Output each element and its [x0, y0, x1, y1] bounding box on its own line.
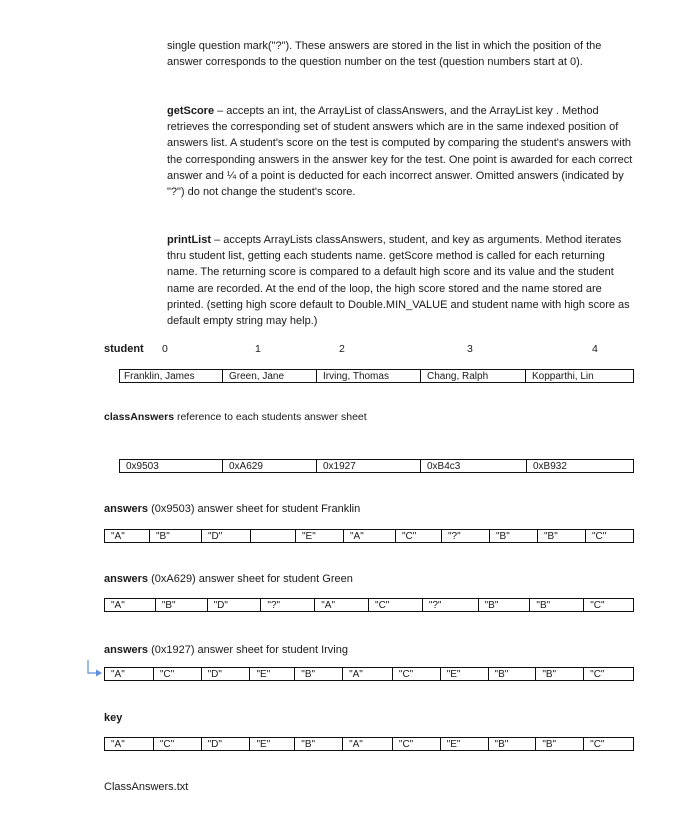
franklin-answer-row	[104, 529, 634, 543]
key-cell: "C"	[153, 738, 201, 750]
class-answers-heading	[104, 411, 367, 424]
printlist-term: printList	[167, 234, 211, 246]
key-cell: "E"	[249, 738, 294, 750]
franklin-answers-caption: (0x9503) answer sheet for student Franklin	[148, 503, 361, 515]
answer-cell: "?"	[260, 599, 314, 611]
answer-cell: "?"	[441, 530, 489, 542]
student-index-1: 1	[255, 343, 261, 355]
filename-label: ClassAnswers.txt	[104, 781, 189, 793]
student-label: student	[104, 343, 144, 355]
key-cell: "C"	[583, 738, 633, 750]
class-answers-array	[119, 459, 634, 473]
answer-cell: "D"	[201, 530, 250, 542]
answer-cell: "?"	[422, 599, 478, 611]
student-cell-0: Franklin, James	[124, 371, 195, 382]
getscore-text: – accepts an int, the ArrayList of classAnswers, and the ArrayList key . Method retrieves the corresponding set of student answers which are in the same indexed position of answers list. A student's score on the test is computed by comparing the student's answers with the corresponding answers in the answer key for the test. One point is awarded for each correct answer and ¼ of a point is deducted for each incorrect answer. Omitted answers (indicated by "?") do not change the student's score.	[167, 105, 633, 199]
irving-answers-label: answers	[104, 644, 149, 656]
class-answers-label: classAnswers	[104, 411, 175, 423]
answer-cell: "C"	[585, 530, 633, 542]
answer-cell: "B"	[537, 530, 585, 542]
class-answers-cell-4: 0xB932	[526, 460, 633, 472]
answer-cell: "A"	[342, 668, 392, 680]
answer-cell: "A"	[343, 530, 395, 542]
printlist-paragraph	[167, 232, 637, 329]
answer-cell: "A"	[111, 600, 125, 611]
answer-cell: "C"	[392, 668, 440, 680]
answer-cell: "B"	[478, 599, 530, 611]
answer-cell: "A"	[111, 531, 125, 542]
answer-cell: "B"	[529, 599, 583, 611]
answer-cell: "D"	[201, 668, 250, 680]
answer-cell: "B"	[488, 668, 536, 680]
answer-cell: "B"	[149, 530, 201, 542]
student-cell-3: Chang, Ralph	[420, 370, 525, 382]
answer-cell: "B"	[535, 668, 583, 680]
answer-cell: "E"	[249, 668, 294, 680]
getscore-term: getScore	[167, 105, 215, 117]
answer-cell: "E"	[295, 530, 343, 542]
answer-cell	[250, 530, 295, 542]
answer-cell: "C"	[395, 530, 441, 542]
answer-cell: "B"	[155, 599, 207, 611]
getscore-paragraph	[167, 103, 637, 200]
answer-cell: "C"	[153, 668, 201, 680]
franklin-answers-heading	[104, 503, 360, 516]
answer-cell: "B"	[294, 668, 342, 680]
answer-cell: "B"	[489, 530, 537, 542]
green-answer-row	[104, 598, 634, 612]
intro-paragraph: single question mark("?"). These answers are stored in the list in which the position of the answer corresponds to the question number on the test (question numbers start at 0).	[167, 40, 602, 69]
key-cell: "D"	[201, 738, 250, 750]
answer-cell: "C"	[583, 599, 633, 611]
class-answers-cell-3: 0xB4c3	[420, 460, 526, 472]
franklin-answers-label: answers	[104, 503, 149, 515]
student-index-2: 2	[339, 343, 345, 355]
student-cell-1: Green, Jane	[222, 370, 316, 382]
answer-cell: "A"	[314, 599, 368, 611]
key-cell: "A"	[111, 739, 125, 750]
key-cell: "C"	[392, 738, 440, 750]
answer-cell: "C"	[368, 599, 422, 611]
key-cell: "E"	[440, 738, 488, 750]
key-cell: "B"	[294, 738, 342, 750]
key-cell: "B"	[535, 738, 583, 750]
key-label: key	[104, 712, 123, 724]
student-array	[119, 369, 634, 383]
student-cell-2: Irving, Thomas	[316, 370, 420, 382]
key-cell: "B"	[488, 738, 536, 750]
arrow-icon	[86, 660, 104, 680]
class-answers-cell-2: 0x1927	[316, 460, 420, 472]
answer-cell: "C"	[583, 668, 633, 680]
irving-answers-heading	[104, 644, 348, 657]
class-answers-caption: reference to each students answer sheet	[174, 411, 367, 423]
student-index-4: 4	[592, 343, 598, 355]
class-answers-cell-1: 0xA629	[222, 460, 316, 472]
green-answers-label: answers	[104, 573, 149, 585]
green-answers-caption: (0xA629) answer sheet for student Green	[148, 573, 353, 585]
printlist-text: – accepts ArrayLists classAnswers, student, and key as arguments. Method iterates thru student list, getting each students name. getScore method is called for each returning name. The returning score is compared to a default high score and its value and the student name are recorded. At the end of the loop, the high score stored and the name stored are printed. (setting high score default to Double.MIN_VALUE and student name with high score as default empty string may help.)	[167, 234, 630, 328]
class-answers-cell-0: 0x9503	[126, 461, 159, 472]
key-cell: "A"	[342, 738, 392, 750]
student-cell-4: Kopparthi, Lin	[525, 370, 633, 382]
answer-cell: "D"	[207, 599, 261, 611]
answer-cell: "E"	[440, 668, 488, 680]
student-index-3: 3	[467, 343, 473, 355]
green-answers-heading	[104, 573, 353, 586]
key-row	[104, 737, 634, 751]
student-index-0: 0	[162, 343, 168, 355]
irving-answer-row	[104, 667, 634, 681]
answer-cell: "A"	[111, 669, 125, 680]
irving-answers-caption: (0x1927) answer sheet for student Irving	[148, 644, 348, 656]
